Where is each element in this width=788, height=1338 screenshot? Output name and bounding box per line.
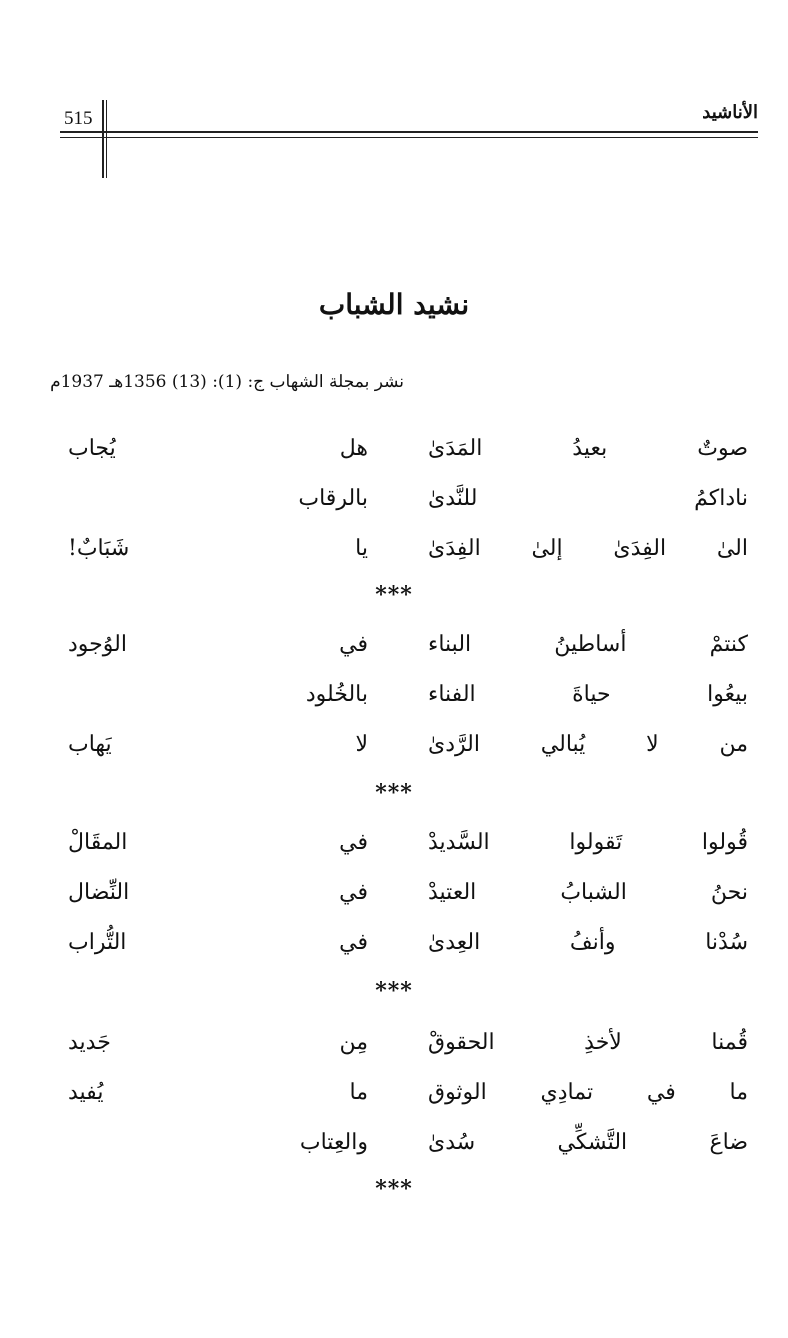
verse-first-hemistich: صوتٌ بعيدُ المَدَىٰ <box>428 436 748 461</box>
verse-second-hemistich: ما يُفيد <box>68 1080 368 1105</box>
verse-first-hemistich: ما في تمادِي الوثوق <box>428 1080 748 1105</box>
verse-second-hemistich: هل يُجاب <box>68 436 368 461</box>
verse-line <box>0 830 788 870</box>
verse-line <box>0 536 788 576</box>
verse-first-hemistich: سُدْنا وأنفُ العِدىٰ <box>428 930 748 955</box>
verse-first-hemistich: الىٰ الفِدَىٰ إلىٰ الفِدَىٰ <box>428 536 748 561</box>
running-title: الأناشيد <box>702 102 758 123</box>
stanza-separator: *** <box>375 582 413 608</box>
verse-line <box>0 930 788 970</box>
verse-second-hemistich: في التُّراب <box>68 930 368 955</box>
header-vertical-rule-thin <box>106 100 107 178</box>
stanza-separator: *** <box>375 978 413 1004</box>
verse-line <box>0 632 788 672</box>
verse-line <box>0 732 788 772</box>
poem-title: نشيد الشباب <box>318 288 470 321</box>
verse-first-hemistich: بيعُوا حياةَ الفناء <box>428 682 748 707</box>
verse-second-hemistich: في الوُجود <box>68 632 368 657</box>
verse-second-hemistich: بالخُلود <box>305 682 368 707</box>
verse-second-hemistich: يا شَبَابٌ! <box>68 536 368 561</box>
verse-second-hemistich: مِن جَديد <box>68 1030 368 1055</box>
verse-second-hemistich: في المقَالْ <box>68 830 368 855</box>
stanza-separator: *** <box>375 1176 413 1202</box>
header-rule <box>60 131 758 133</box>
verse-line <box>0 486 788 526</box>
source-note: نشر بمجلة الشهاب ج: (1): (13) 1356هـ 1937م <box>50 372 404 392</box>
verse-first-hemistich: نحنُ الشبابُ العتيدْ <box>428 880 748 905</box>
verse-line <box>0 1080 788 1120</box>
verse-second-hemistich: والعِتاب <box>299 1130 368 1155</box>
verse-first-hemistich: ضاعَ التَّشكِّي سُدىٰ <box>428 1130 748 1155</box>
header-rule-thin <box>60 137 758 138</box>
stanza-separator: *** <box>375 780 413 806</box>
verse-line <box>0 682 788 722</box>
verse-line <box>0 436 788 476</box>
verse-second-hemistich: بالرقاب <box>298 486 368 511</box>
verse-second-hemistich: في النِّضال <box>68 880 368 905</box>
verse-line <box>0 880 788 920</box>
page-number: 515 <box>64 108 93 129</box>
verse-first-hemistich: من لا يُبالي الرَّدىٰ <box>428 732 748 757</box>
verse-first-hemistich: قُمنا لأخذِ الحقوقْ <box>428 1030 748 1055</box>
header-vertical-rule <box>102 100 104 178</box>
verse-first-hemistich: قُولوا تَقولوا السَّديدْ <box>428 830 748 855</box>
verse-line <box>0 1130 788 1170</box>
verse-line <box>0 1030 788 1070</box>
verse-second-hemistich: لا يَهاب <box>68 732 368 757</box>
verse-first-hemistich: كنتمْ أساطينُ البناء <box>428 632 748 657</box>
verse-first-hemistich: ناداكمُ للنَّدىٰ <box>428 486 748 511</box>
